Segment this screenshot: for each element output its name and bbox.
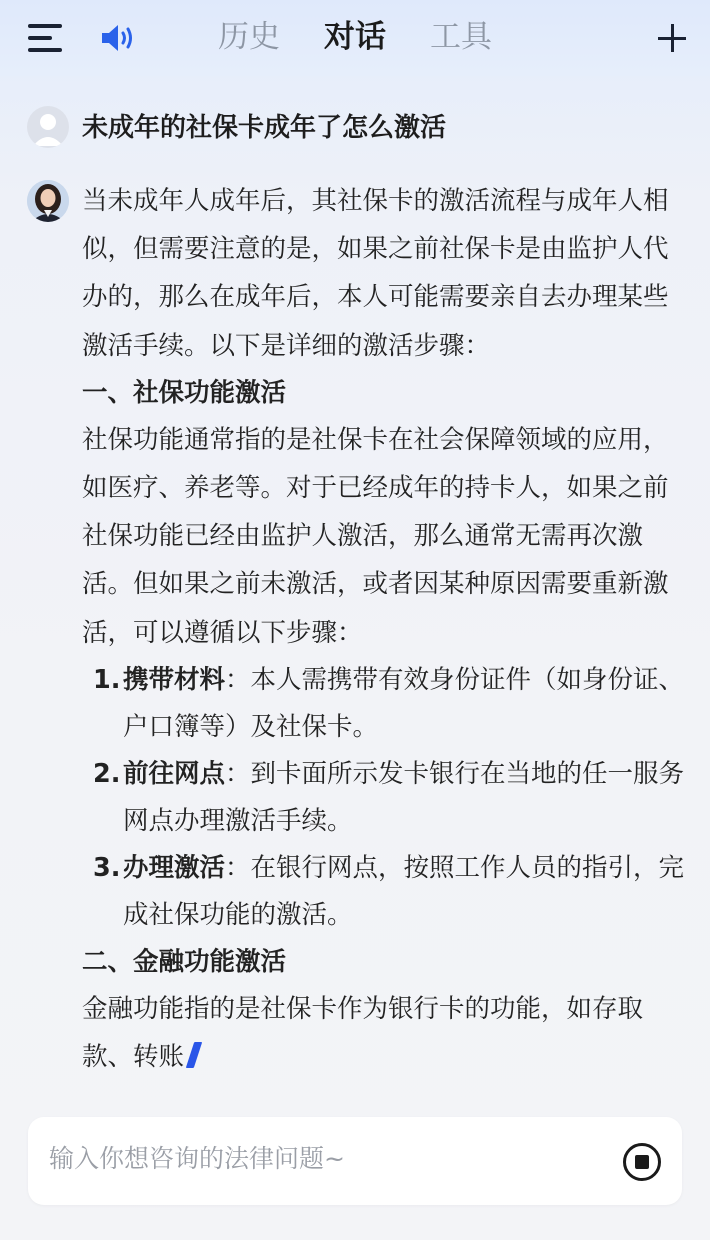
- step-number: 3.: [93, 852, 121, 883]
- section-heading: 一、社保功能激活: [82, 377, 287, 408]
- section-body-text: 金融功能指的是社保卡作为银行卡的功能，如存取款、转账: [82, 993, 644, 1073]
- step-number: 2.: [93, 758, 121, 789]
- menu-icon[interactable]: [28, 24, 62, 52]
- speaker-icon[interactable]: [100, 22, 136, 54]
- step-title: 前往网点: [123, 758, 226, 789]
- step-text: ：本人需携带有效身份证件（如身份证、户口簿等）及社保卡。: [123, 664, 685, 742]
- step-text: ：在银行网点，按照工作人员的指引，完成社保功能的激活。: [123, 852, 685, 930]
- list-item: [82, 751, 692, 845]
- step-number: 1.: [93, 664, 121, 695]
- answer-intro: 当未成年人成年后，其社保卡的激活流程与成年人相似，但需要注意的是，如果之前社保卡是由监护人代办的，那么在成年后，本人可能需要亲自去办理某些激活手续。以下是详细的激活步骤：: [82, 186, 669, 361]
- typing-cursor-icon: [186, 1042, 202, 1068]
- top-bar: [0, 0, 710, 76]
- tab-history[interactable]: 历史: [218, 19, 280, 55]
- user-question: 未成年的社保卡成年了怎么激活: [82, 113, 447, 143]
- steps-list: [82, 657, 692, 939]
- chat-input-bar: [28, 1117, 682, 1205]
- stop-icon: [635, 1155, 649, 1169]
- list-item: [82, 845, 692, 939]
- step-title: 办理激活: [123, 852, 226, 883]
- chat-input[interactable]: 输入你想咨询的法律问题~: [49, 1144, 345, 1173]
- tab-chat[interactable]: 对话: [324, 19, 386, 55]
- section-body: 社保功能通常指的是社保卡在社会保障领域的应用，如医疗、养老等。对于已经成年的持卡人，如果之前社保功能已经由监护人激活，那么通常无需再次激活。但如果之前未激活，或者因某种原因需要重新激活，可以遵循以下步骤：: [82, 424, 669, 648]
- user-avatar: [27, 106, 69, 148]
- assistant-avatar: [27, 180, 69, 222]
- stop-button[interactable]: [623, 1143, 661, 1181]
- step-text: ：到卡面所示发卡银行在当地的任一服务网点办理激活手续。: [123, 758, 685, 836]
- list-item: [82, 657, 692, 751]
- section-heading: 二、金融功能激活: [82, 946, 287, 977]
- plus-icon[interactable]: [658, 24, 686, 52]
- section-body: [82, 985, 692, 1081]
- assistant-answer: [82, 177, 692, 1081]
- tab-tools[interactable]: 工具: [430, 19, 492, 55]
- step-title: 携带材料: [123, 664, 226, 695]
